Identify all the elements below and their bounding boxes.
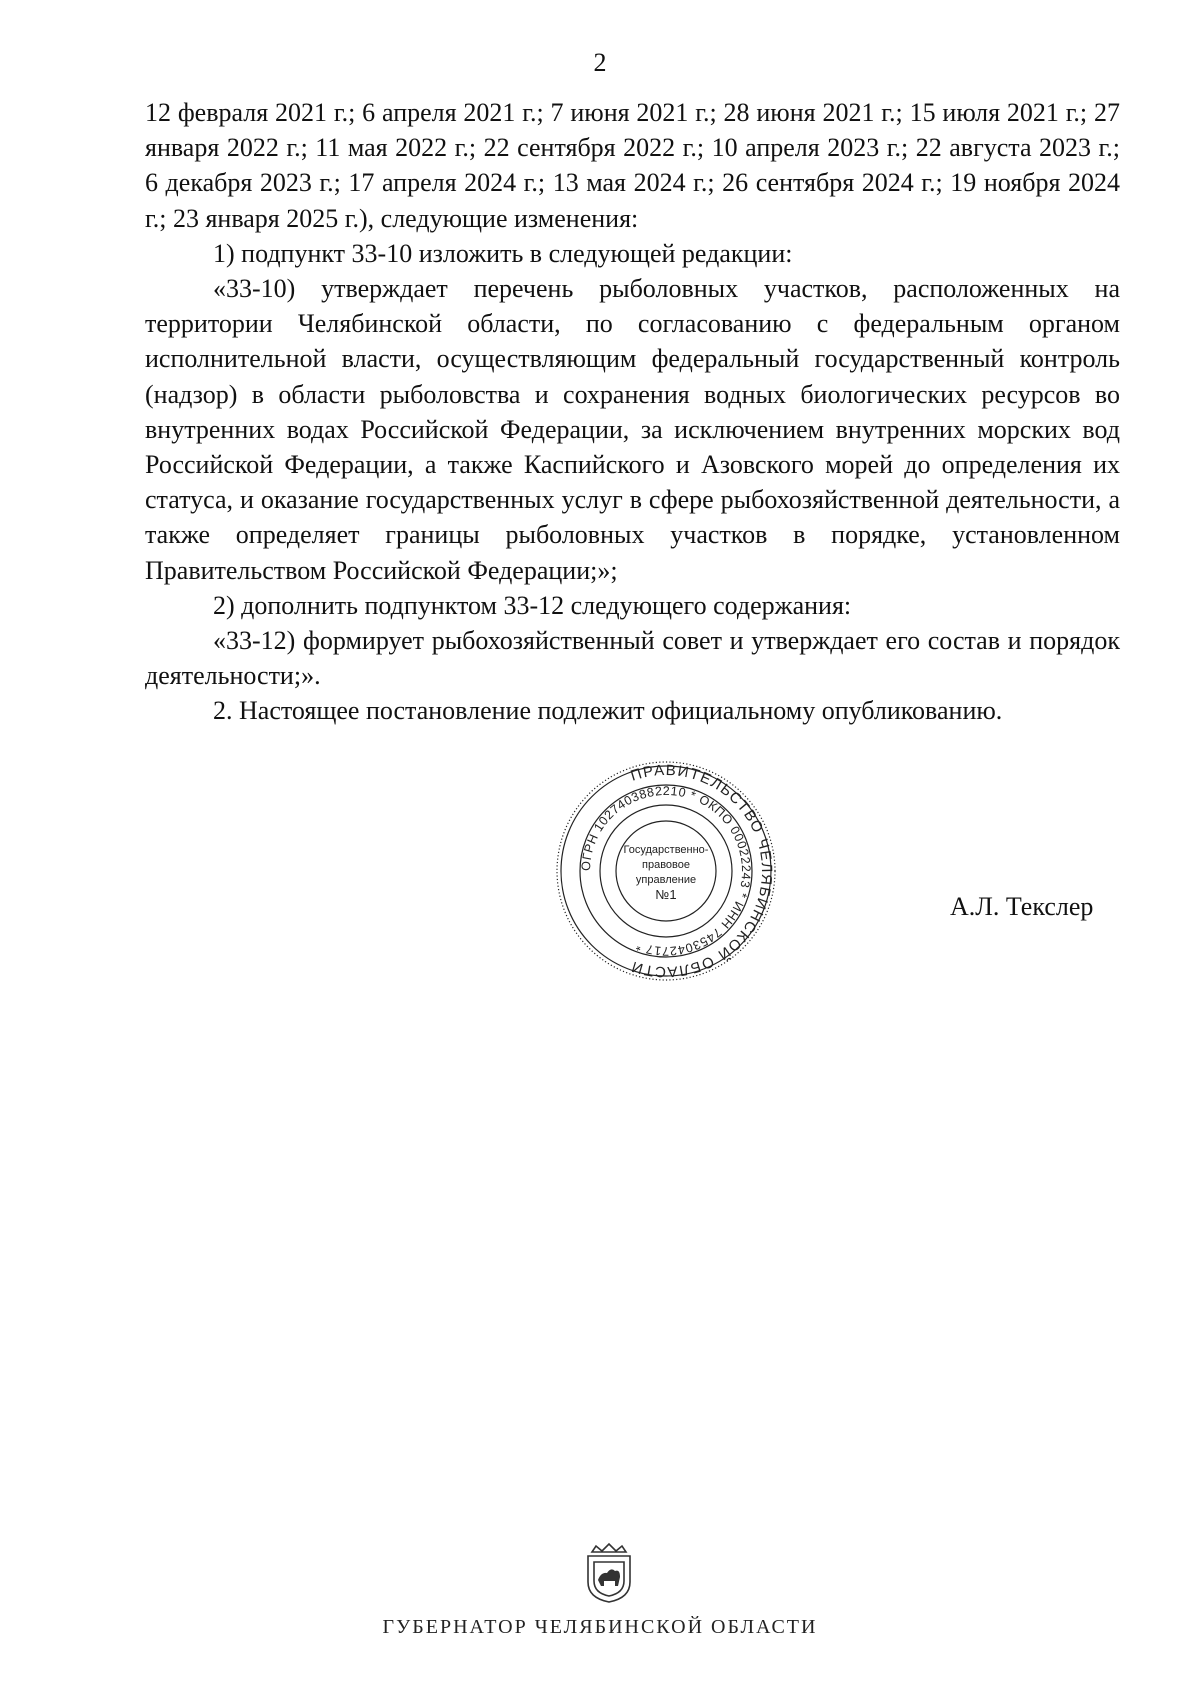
paragraph-amendment-dates: 12 февраля 2021 г.; 6 апреля 2021 г.; 7 июня 2021 г.; 28 июня 2021 г.; 15 июля 2021 г.; 27 января 2022 г.; 11 мая 2022 г.; 22 сентября 2022 г.; 10 апреля 2023 г.; 22 августа 2023 г.; 6 декабря 2023 г.; 17 апреля 2024 г.; 13 мая 2024 г.; 26 сентября 2024 г.; 19 ноября 2024 г.; 23 января 2025 г.), следующие изменения: <box>145 98 1120 233</box>
footer-title: ГУБЕРНАТОР ЧЕЛЯБИНСКОЙ ОБЛАСТИ <box>382 1616 818 1638</box>
paragraph-item-33-12: «33-12) формирует рыбохозяйственный совет и утверждает его состав и порядок деятельности;». <box>145 626 1120 691</box>
seal-center-line-4: №1 <box>655 887 677 902</box>
seal-center-line-1: Государственно- <box>623 844 709 856</box>
seal-center-line-2: правовое <box>642 859 690 871</box>
coat-of-arms-icon <box>582 1542 636 1604</box>
seal-inner-text: ОГРН 1027403882210 * ОКПО 00022243 * ИНН 7453042717 * <box>578 783 754 959</box>
paragraph-item-33-10: «33-10) утверждает перечень рыболовных участков, расположенных на территории Челябинской области, по согласованию с федеральным органом исполнительной власти, осуществляющим федеральный государственный контроль (надзор) в области рыболовства и сохранения водных биологических ресурсов во внутренних водах Российской Федерации, за исключением внутренних морских вод Российской Федерации, а также Каспийского и Азовского морей до определения их статуса, и оказание государственных услуг в сфере рыбохозяйственной деятельности, а также определяет границы рыболовных участков в порядке, установленном Правительством Российской Федерации;»; <box>145 274 1120 585</box>
paragraph-publication: 2. Настоящее постановление подлежит официальному опубликованию. <box>213 696 1003 726</box>
seal-center-line-3: управление <box>635 874 697 886</box>
page-number: 2 <box>593 48 607 77</box>
official-seal-icon <box>555 760 777 982</box>
paragraph-item-2: 2) дополнить подпунктом 33-12 следующего содержания: <box>213 590 852 620</box>
paragraph-item-1: 1) подпункт 33-10 изложить в следующей редакции: <box>213 238 793 268</box>
document-body <box>145 95 1120 729</box>
signatory-name: А.Л. Текслер <box>950 892 1094 921</box>
seal-outer-text: ПРАВИТЕЛЬСТВО ЧЕЛЯБИНСКОЙ ОБЛАСТИ <box>628 761 776 981</box>
